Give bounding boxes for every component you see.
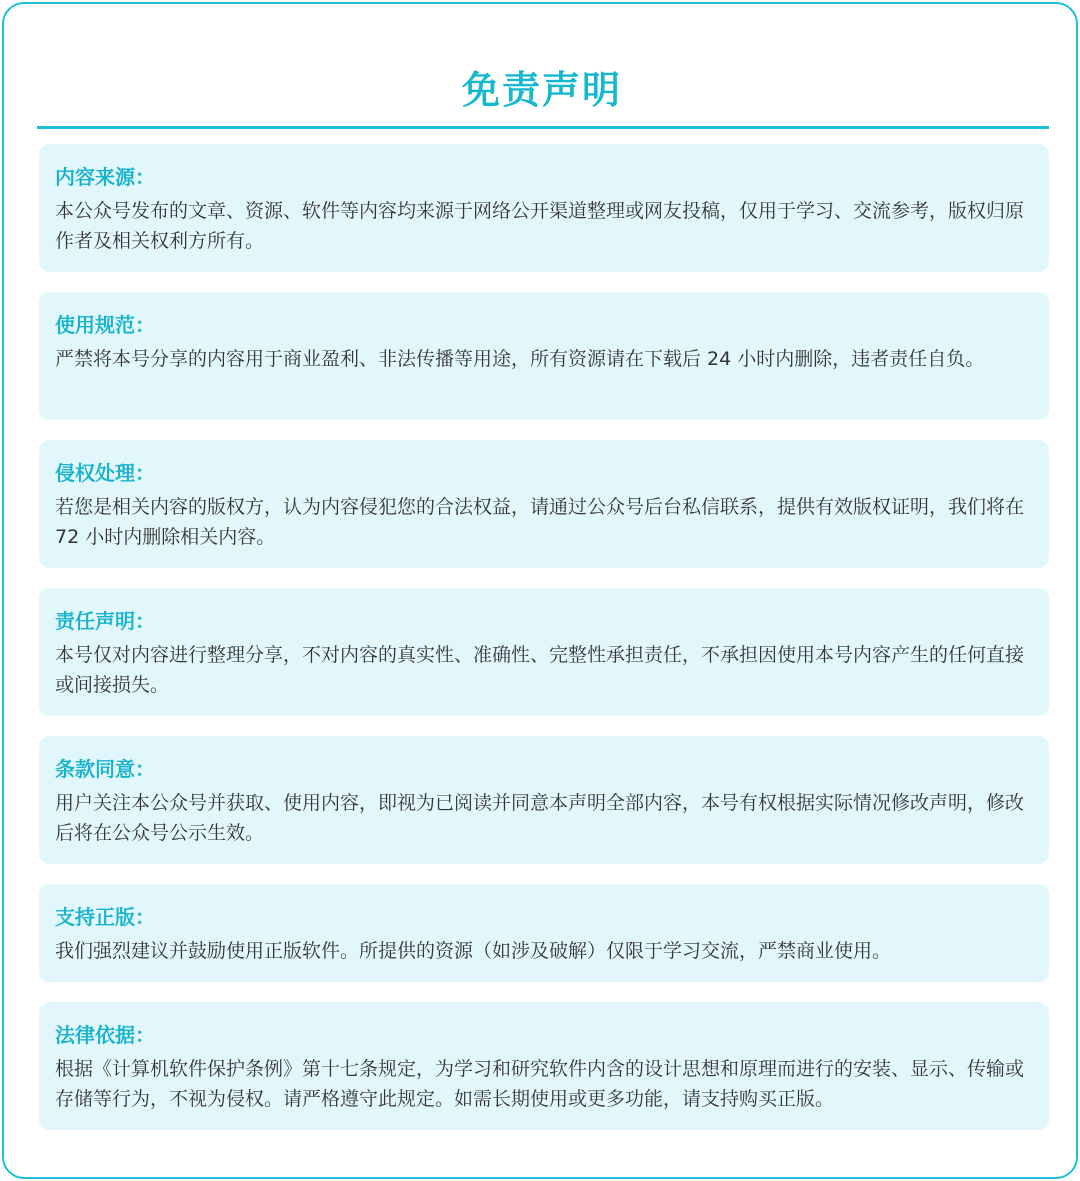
title-divider <box>37 126 1049 129</box>
section-terms-agreement <box>39 736 1049 864</box>
section-body: 我们强烈建议并鼓励使用正版软件。所提供的资源（如涉及破解）仅限于学习交流，严禁商业使用。 <box>55 940 892 962</box>
section-heading: 内容来源： <box>55 165 155 189</box>
disclaimer-card <box>2 2 1078 1179</box>
section-body: 严禁将本号分享的内容用于商业盈利、非法传播等用途，所有资源请在下载后 24 小时内删除，违者责任自负。 <box>55 348 985 370</box>
section-body: 若您是相关内容的版权方，认为内容侵犯您的合法权益，请通过公众号后台私信联系，提供有效版权证明，我们将在 72 小时内删除相关内容。 <box>55 496 1025 548</box>
section-body: 用户关注本公众号并获取、使用内容，即视为已阅读并同意本声明全部内容，本号有权根据实际情况修改声明，修改后将在公众号公示生效。 <box>55 792 1025 844</box>
section-body: 本公众号发布的文章、资源、软件等内容均来源于网络公开渠道整理或网友投稿，仅用于学习、交流参考，版权归原作者及相关权利方所有。 <box>55 200 1025 252</box>
section-body: 本号仅对内容进行整理分享，不对内容的真实性、准确性、完整性承担责任，不承担因使用本号内容产生的任何直接或间接损失。 <box>55 644 1025 696</box>
section-heading: 使用规范： <box>55 313 155 337</box>
section-support-genuine <box>39 884 1049 982</box>
section-heading: 法律依据： <box>55 1023 155 1047</box>
section-liability-statement <box>39 588 1049 716</box>
section-legal-basis <box>39 1002 1049 1130</box>
section-heading: 条款同意： <box>55 757 155 781</box>
section-body: 根据《计算机软件保护条例》第十七条规定，为学习和研究软件内含的设计思想和原理而进行的安装、显示、传输或存储等行为，不视为侵权。请严格遵守此规定。如需长期使用或更多功能，请支持购买正版。 <box>55 1058 1025 1110</box>
section-content-source <box>39 144 1049 272</box>
section-heading: 侵权处理： <box>55 461 155 485</box>
section-heading: 支持正版： <box>55 905 155 929</box>
section-infringement-handling <box>39 440 1049 568</box>
section-usage-rules <box>39 292 1049 420</box>
section-heading: 责任声明： <box>55 609 155 633</box>
page-title: 免责声明 <box>461 68 622 112</box>
